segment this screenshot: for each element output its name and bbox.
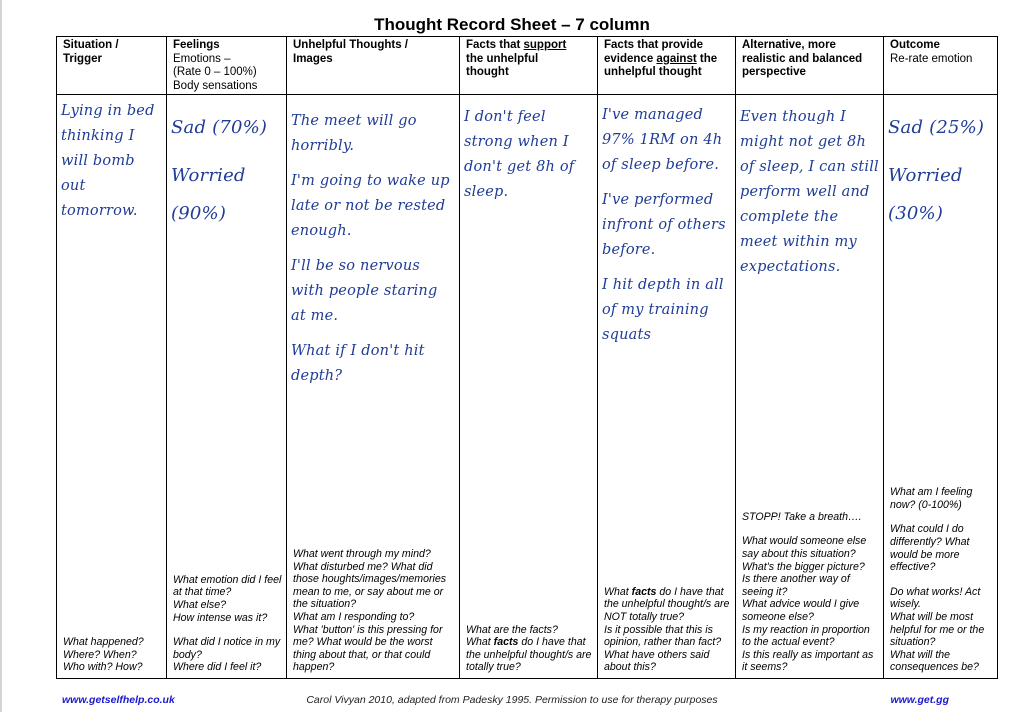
prompt-facts-support: What are the facts? What facts do I have that the unhelpful thought/s are totally true? bbox=[466, 623, 592, 674]
cell-facts-against[interactable] bbox=[598, 95, 736, 679]
cell-outcome[interactable] bbox=[884, 95, 998, 679]
prompt-facts-against: What facts do I have that the unhelpful thought/s are NOT totally true? Is it possible that this is opinion, rather than fact? What have others said about this? bbox=[604, 585, 730, 674]
thought-record-table bbox=[56, 36, 998, 679]
body-row bbox=[57, 95, 998, 679]
prompt-outcome: What am I feeling now? (0-100%) What could I do differently? What would be more effective? Do what works! Act wisely. What will be most helpful for me or the situation? What will the consequences be? bbox=[890, 486, 985, 674]
prompt-alternative: STOPP! Take a breath…. What would someone else say about this situation? What's the bigger picture? Is there another way of seeing it? What advice would I give someone else? Is my reaction in proportion to the actual event? Is this really as important as it seems? bbox=[742, 510, 874, 674]
prompt-situation: What happened? Where? When? Who with? How? bbox=[63, 636, 144, 674]
footer-link-getgg[interactable]: www.get.gg bbox=[890, 694, 949, 706]
prompt-thoughts: What went through my mind? What disturbed me? What did those houghts/images/memories mean to me, or say about me or the situation? What am I responding to? What 'button' is this pressing for me? What would be the worst thing about that, or that could happen? bbox=[293, 548, 447, 674]
handwritten-outcome: Sad (25%) Worried (30%) bbox=[888, 117, 985, 224]
header-unhelpful-thoughts: Unhelpful Thoughts / Images bbox=[287, 37, 460, 95]
footer-link-getselfhelp[interactable]: www.getselfhelp.co.uk bbox=[62, 694, 175, 706]
footer bbox=[0, 694, 1024, 708]
handwritten-situation: Lying in bed thinking I will bomb out tomorrow. bbox=[61, 103, 155, 219]
cell-alternative[interactable] bbox=[736, 95, 884, 679]
cell-feelings[interactable] bbox=[167, 95, 287, 679]
cell-unhelpful-thoughts[interactable] bbox=[287, 95, 460, 679]
header-alternative: Alternative, more realistic and balanced perspective bbox=[736, 37, 884, 95]
header-situation: Situation / Trigger bbox=[57, 37, 167, 95]
handwritten-facts-support: I don't feel strong when I don't get 8h of sleep. bbox=[464, 109, 575, 200]
cell-situation[interactable] bbox=[57, 95, 167, 679]
handwritten-facts-against: I've managed 97% 1RM on 4h of sleep before. I've performed infront of others before. I hit depth in all of my training squats bbox=[602, 107, 726, 343]
handwritten-feelings: Sad (70%) Worried (90%) bbox=[171, 117, 268, 224]
left-margin-rule bbox=[0, 0, 2, 712]
footer-credit: Carol Vivyan 2010, adapted from Padesky 1995. Permission to use for therapy purposes bbox=[306, 694, 718, 706]
header-row bbox=[57, 37, 998, 95]
cell-facts-support[interactable] bbox=[460, 95, 598, 679]
handwritten-thoughts: The meet will go horribly. I'm going to wake up late or not be rested enough. I'll be so nervous with people staring at me. What if I don't hit depth? bbox=[291, 113, 450, 384]
prompt-feelings: What emotion did I feel at that time? What else? How intense was it? What did I notice in my body? Where did I feel it? bbox=[173, 573, 282, 674]
handwritten-alternative: Even though I might not get 8h of sleep, I can still perform well and complete the meet within my expectations. bbox=[740, 109, 879, 275]
header-facts-against: Facts that provide evidence against the unhelpful thought bbox=[598, 37, 736, 95]
header-facts-support: Facts that support the unhelpful thought bbox=[460, 37, 598, 95]
header-feelings: Feelings Emotions – (Rate 0 – 100%) Body sensations bbox=[167, 37, 287, 95]
page-title: Thought Record Sheet – 7 column bbox=[374, 15, 650, 34]
header-outcome: Outcome Re-rate emotion bbox=[884, 37, 998, 95]
